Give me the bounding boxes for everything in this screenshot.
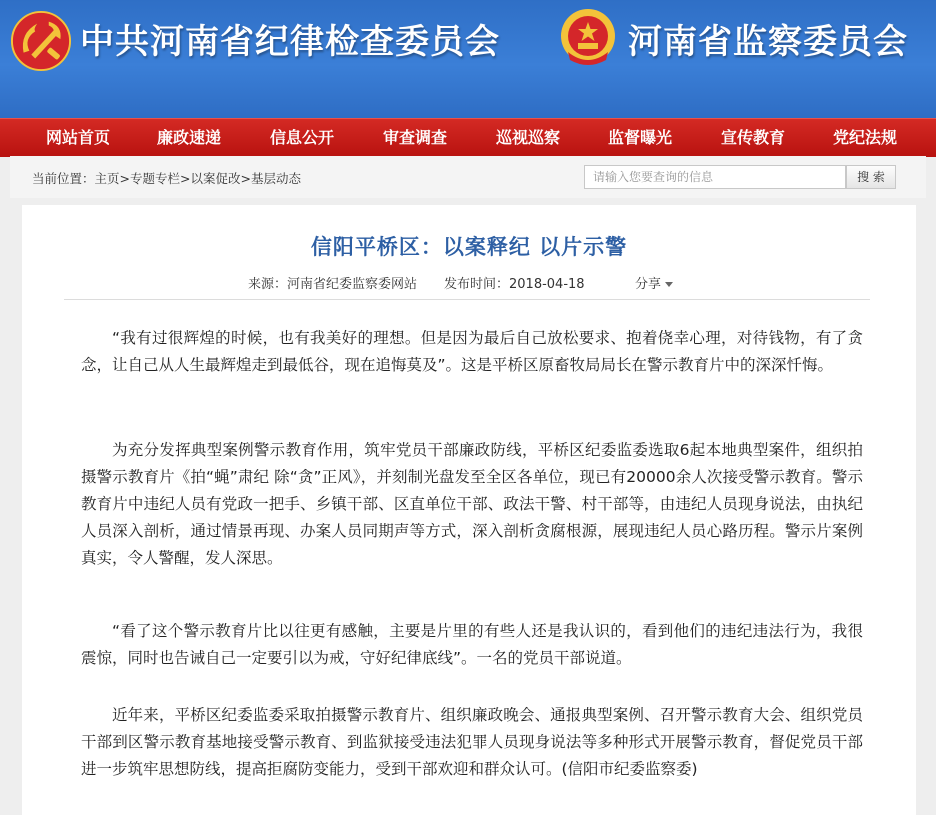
article-paragraph: “看了这个警示教育片比以往更有感触，主要是片里的有些人还是我认识的，看到他们的违纪违法行为，我很震惊，同时也告诫自己一定要引以为戒，守好纪律底线”。一名的党员干部说道。 [81, 622, 863, 667]
nav-item-info-disclosure[interactable]: 信息公开 [270, 128, 335, 147]
nav-item-education[interactable]: 宣传教育 [721, 128, 786, 147]
article-title: 信阳平桥区：以案释纪 以片示警 [310, 235, 628, 259]
article-source: 来源：河南省纪委监察委网站 [248, 277, 418, 292]
breadcrumb [32, 156, 301, 202]
breadcrumb-grassroots-news[interactable]: 基层动态 [251, 171, 302, 186]
breadcrumb-special-topics[interactable]: 专题专栏 [130, 171, 181, 186]
party-emblem-icon [10, 10, 72, 72]
supervision-commission-name: 河南省监察委员会 [628, 22, 908, 62]
breadcrumb-home[interactable]: 主页 [94, 171, 120, 186]
breadcrumb-case-reform[interactable]: 以案促改 [190, 171, 241, 186]
nav-item-news[interactable]: 廉政速递 [157, 128, 222, 147]
national-emblem-icon [556, 6, 620, 70]
search-input[interactable] [584, 165, 846, 189]
main-nav [0, 118, 936, 157]
breadcrumb-separator: > [119, 171, 131, 186]
party-commission-name: 中共河南省纪律检查委员会 [80, 22, 500, 62]
share-dropdown[interactable] [635, 273, 673, 292]
nav-item-investigation[interactable]: 审查调查 [383, 128, 448, 147]
breadcrumb-separator: > [180, 171, 191, 186]
nav-item-exposure[interactable]: 监督曝光 [608, 128, 673, 147]
nav-item-inspection[interactable]: 巡视巡察 [496, 128, 561, 147]
title-divider [64, 299, 870, 300]
article-date: 发布时间：2018-04-18 [444, 277, 585, 292]
article-panel [22, 205, 916, 815]
share-label: 分享 [635, 277, 662, 292]
breadcrumb-bar [10, 156, 926, 198]
article-paragraph: 近年来，平桥区纪委监委采取拍摄警示教育片、组织廉政晚会、通报典型案例、召开警示教育大会、组织党员干部到区警示教育基地接受警示教育、到监狱接受违法犯罪人员现身说法等多种形式开展警示教育，督促党员干部进一步筑牢思想防线，提高拒腐防变能力，受到干部欢迎和群众认可。(信阳市纪委监察委) [81, 706, 863, 778]
nav-item-regulations[interactable]: 党纪法规 [833, 128, 898, 147]
breadcrumb-prefix: 当前位置： [32, 171, 95, 186]
breadcrumb-separator: > [240, 171, 252, 186]
search-button[interactable]: 搜 索 [846, 165, 896, 189]
site-header [0, 0, 936, 118]
nav-item-home[interactable]: 网站首页 [46, 128, 111, 147]
article-paragraph: “我有过很辉煌的时候，也有我美好的理想。但是因为最后自己放松要求、抱着侥幸心理，对待钱物，有了贪念，让自己从人生最辉煌走到最低谷，现在追悔莫及”。这是平桥区原畜牧局局长在警示教育片中的深深忏悔。 [81, 329, 863, 374]
chevron-down-icon [665, 282, 673, 287]
article-paragraph: 为充分发挥典型案例警示教育作用，筑牢党员干部廉政防线，平桥区纪委监委选取6起本地典型案件，组织拍摄警示教育片《拍“蝇”肃纪 除“贪”正风》，并刻制光盘发至全区各单位，现已有20000余人次接受警示教育。警示教育片中违纪人员有党政一把手、乡镇干部、区直单位干部、政法干警、村干部等，由违纪人员现身说法，由执纪人员深入剖析，通过情景再现、办案人员同期声等方式，深入剖析贪腐根源，展现违纪人员心路历程。警示片案例真实，令人警醒，发人深思。 [81, 441, 863, 567]
